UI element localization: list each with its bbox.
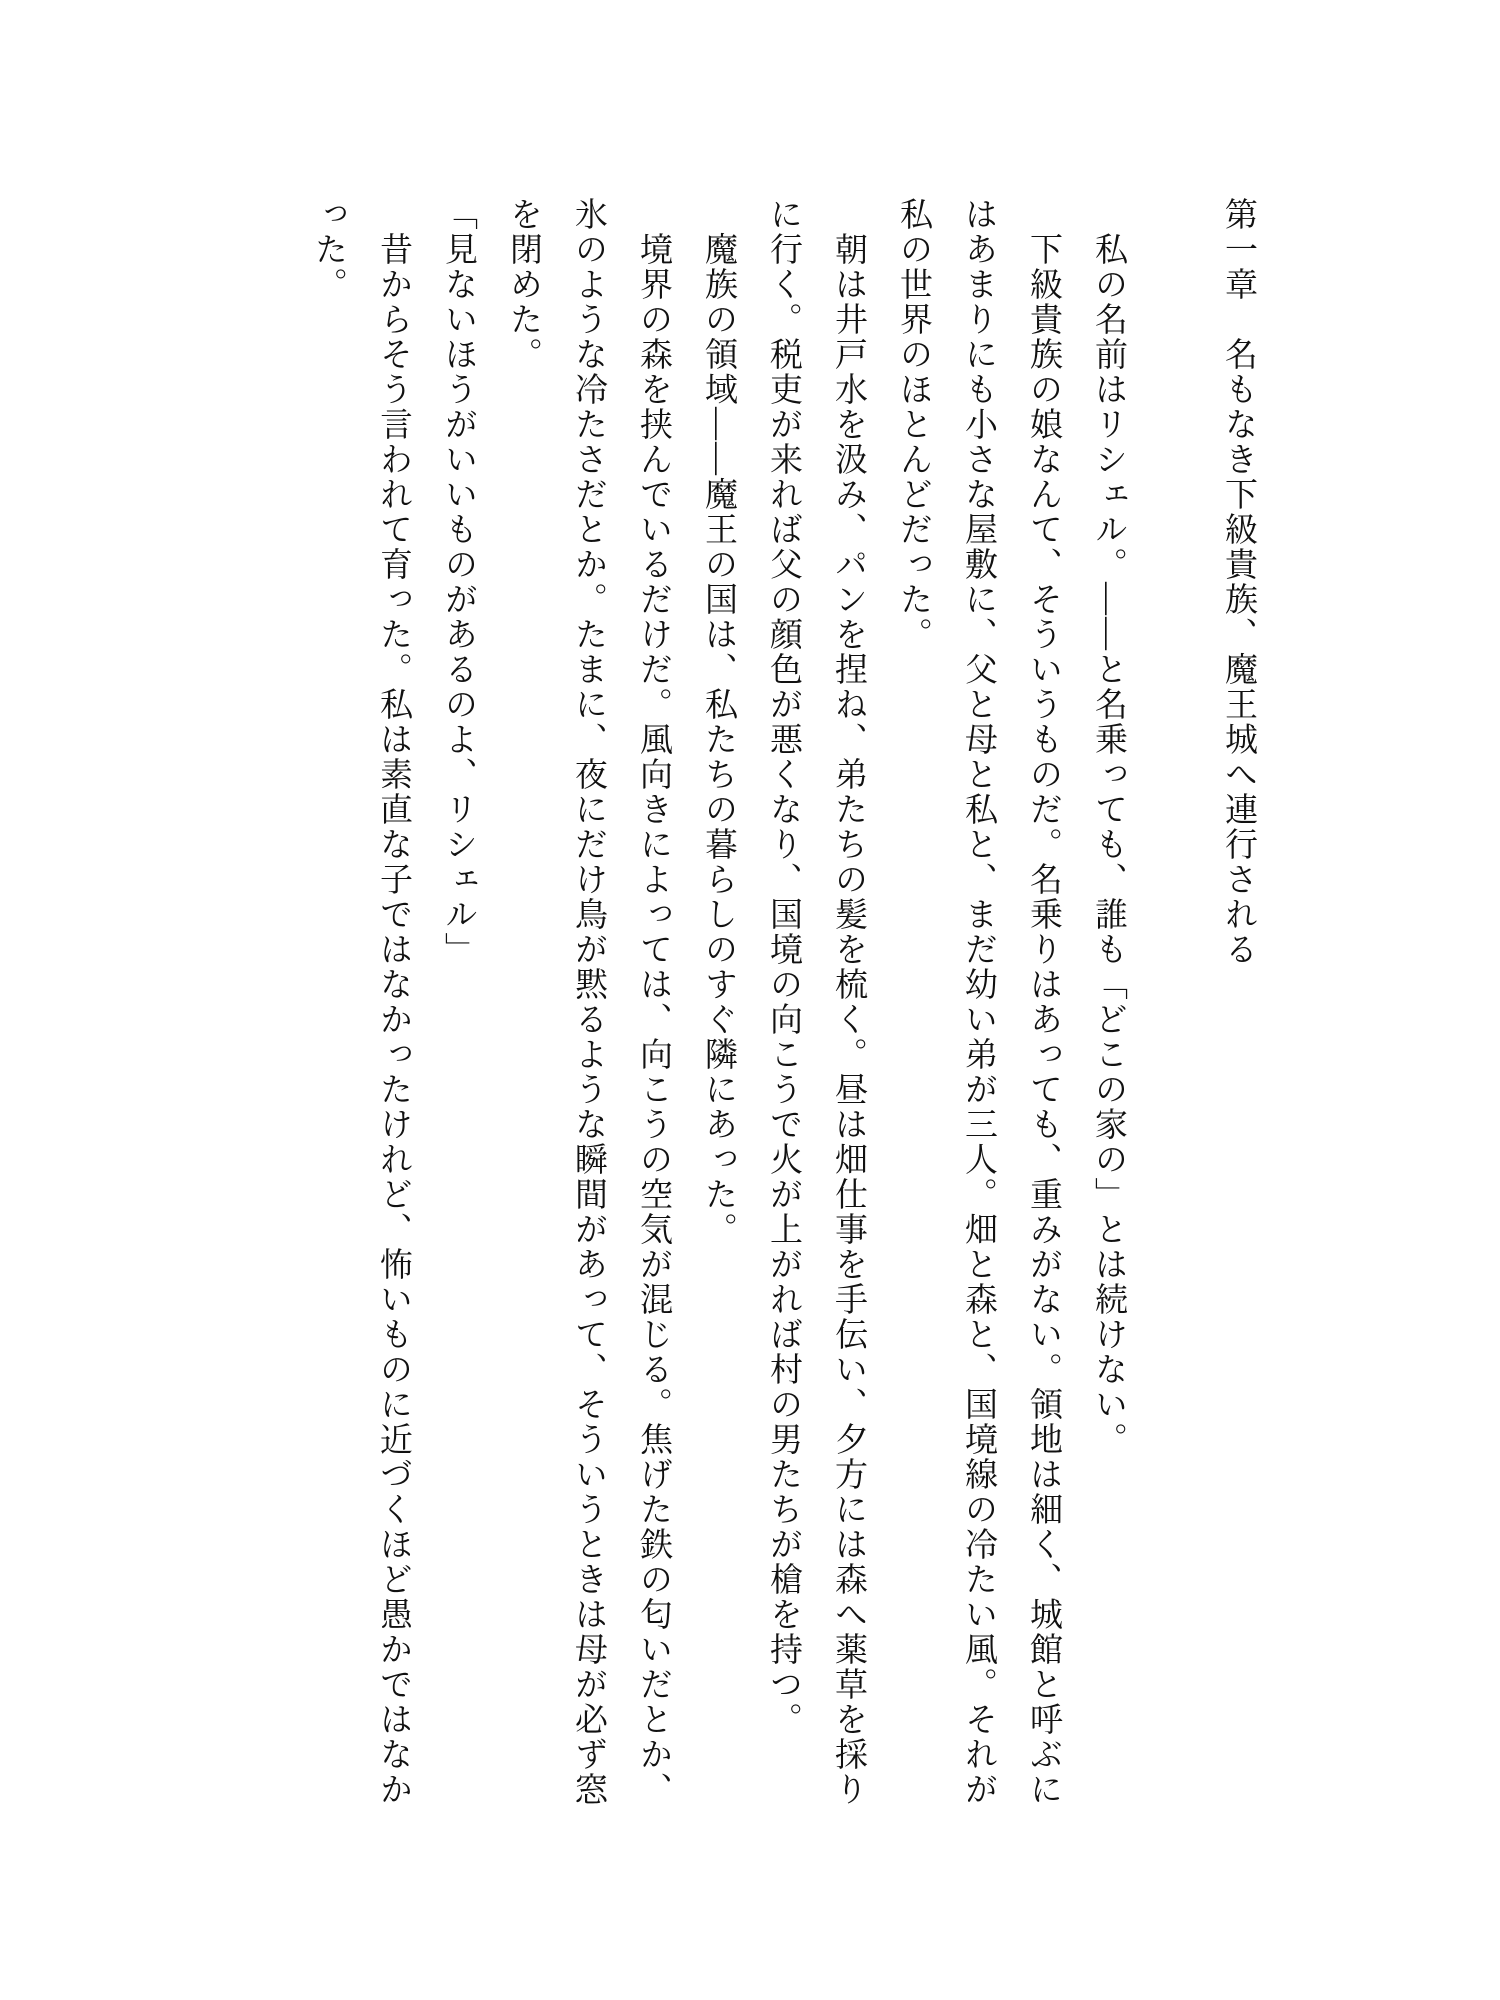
- vertical-text-block: [295, 197, 1270, 1812]
- paragraph: 私の名前はリシェル。――と名乗っても、誰も「どこの家の」とは続けない。: [1090, 232, 1126, 1457]
- paragraph: 下級貴族の娘なんて、そういうものだ。名乗りはあっても、重みがない。領地は細く、城館と呼ぶにはあまりにも小さな屋敷に、父と母と私と、まだ幼い弟が三人。畑と森と、国境線の冷たい風。それが私の世界のほとんどだった。: [895, 197, 1061, 1807]
- paragraph: 境界の森を挟んでいるだけだ。風向きによっては、向こうの空気が混じる。焦げた鉄の匂いだとか、氷のような冷たさだとか。たまに、夜にだけ鳥が黙るような瞬間があって、そういうときは母が必ず窓を閉めた。: [505, 197, 671, 1807]
- chapter-title: 第一章 名もなき下級貴族、魔王城へ連行される: [1220, 197, 1256, 967]
- paragraph-dialogue: 「見ないほうがいいものがあるのよ、リシェル」: [440, 197, 476, 967]
- paragraph: 昔からそう言われて育った。私は素直な子ではなかったけれど、怖いものに近づくほど愚かではなかった。: [310, 197, 411, 1807]
- paragraph: 魔族の領域――魔王の国は、私たちの暮らしのすぐ隣にあった。: [700, 232, 736, 1247]
- paragraph: 朝は井戸水を汲み、パンを捏ね、弟たちの髪を梳く。昼は畑仕事を手伝い、夕方には森へ薬草を採りに行く。税吏が来れば父の顔色が悪くなり、国境の向こうで火が上がれば村の男たちが槍を持つ。: [765, 197, 866, 1807]
